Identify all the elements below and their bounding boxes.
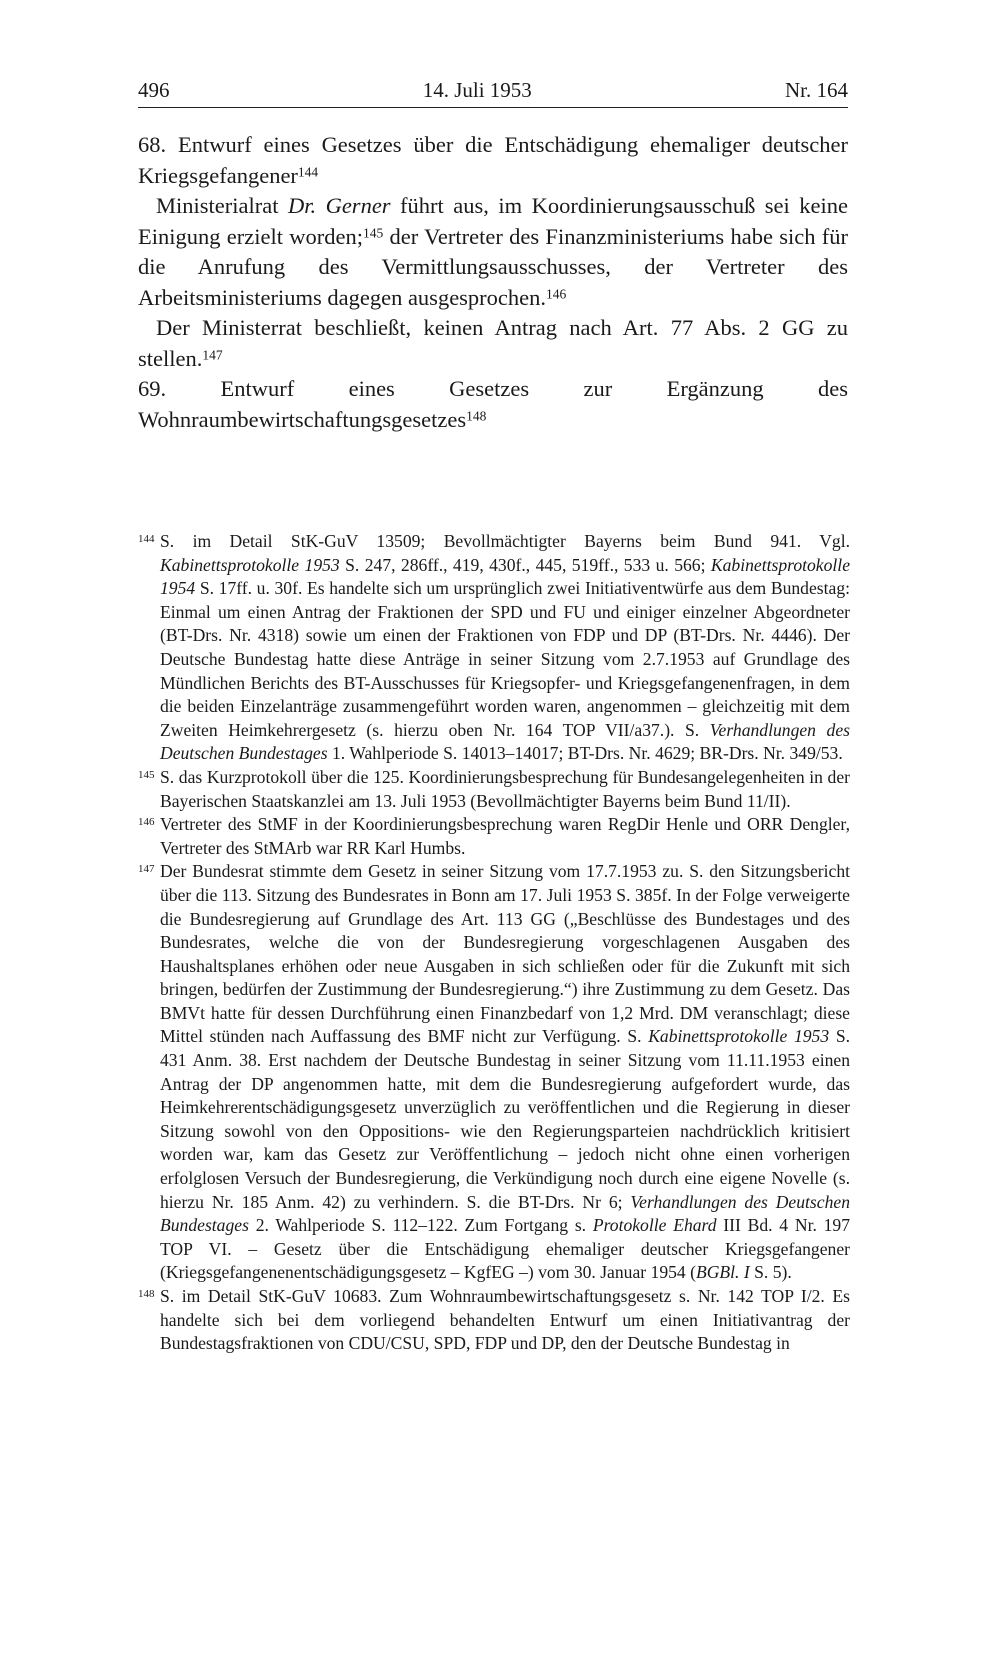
footnotes-section	[138, 530, 850, 1356]
running-header	[138, 78, 848, 108]
agenda-item-68: 68. Entwurf eines Gesetzes über die Entschädigung ehemaliger deutscher Kriegsgefangener$^{144}$	[138, 132, 848, 188]
footnote-148: 148 S. im Detail StK-GuV 10683. Zum Wohnraumbewirtschaftungsgesetz s. Nr. 142 TOP I/2. Es handelte sich bei dem vorliegend behandelten Entwurf um einen Initiativantrag der Bundestagsfraktionen von CDU/CSU, SPD, FDP und DP, den der Deutsche Bundestag in	[138, 1285, 850, 1356]
footnote-ref[interactable]: 148	[466, 407, 487, 423]
footnote-number: 147	[138, 863, 155, 876]
main-text	[138, 130, 848, 435]
footnote-145: 145 S. das Kurzprotokoll über die 125. Koordinierungsbesprechung für Bundesangelegenheiten in der Bayerischen Staatskanzlei am 13. Juli 1953 (Bevollmächtigter Bayerns beim Bund 11/II).	[138, 766, 850, 813]
footnote-ref[interactable]: 147	[202, 346, 223, 362]
page-number: 496	[138, 78, 170, 102]
paragraph-decision: Der Ministerrat beschließt, keinen Antrag nach Art. 77 Abs. 2 GG zu stellen.$^{147}$	[138, 315, 848, 371]
speaker-name: Dr. Gerner	[287, 193, 391, 218]
agenda-item-69: 69. Entwurf eines Gesetzes zur Ergänzung des Wohnraumbewirtschaftungsgesetzes$^{148}$	[138, 376, 848, 432]
paragraph-gerner: Ministerialrat Dr. Gerner führt aus, im Koordinierungsausschuß sei keine Einigung erzielt worden;$^{145}$ der Vertreter des Finanzministeriums habe sich für die Anrufung des Vermittlungsausschusses, der Vertreter des Arbeitsministeriums dagegen ausgesprochen.$^{146}$	[138, 193, 848, 310]
footnote-ref[interactable]: 145	[363, 224, 384, 240]
footnote-144: 144 S. im Detail StK-GuV 13509; Bevollmächtigter Bayerns beim Bund 941. Vgl. Kabinettsprotokolle 1953 S. 247, 286ff., 419, 430f., 445, 519ff., 533 u. 566; Kabinettsprotokolle 1954 S. 17ff. u. 30f. Es handelte sich um ursprünglich zwei Initiativentwürfe aus dem Bundestag: Einmal um einen Antrag der Fraktionen der SPD und FU und einiger einzelner Abgeordneter (BT-Drs. Nr. 4318) sowie um einen der Fraktionen von FDP und DP (BT-Drs. Nr. 4446). Der Deutsche Bundestag hatte diese Anträge in seiner Sitzung vom 2.7.1953 auf Grundlage des Mündlichen Berichts des BT-Ausschusses für Kriegsopfer- und Kriegsgefangenenfragen, in dem die beiden Einzelanträge zusammengeführt worden waren, angenommen – gleichzeitig mit dem Zweiten Heimkehrergesetz (s. hierzu oben Nr. 164 TOP VII/a37.). S. Verhandlungen des Deutschen Bundestages 1. Wahlperiode S. 14013–14017; BT-Drs. Nr. 4629; BR-Drs. Nr. 349/53.	[138, 530, 850, 766]
footnote-number: 145	[138, 768, 155, 781]
header-date: 14. Juli 1953	[422, 78, 532, 102]
footnote-number: 146	[138, 816, 155, 829]
footnote-ref[interactable]: 146	[546, 285, 567, 301]
footnote-number: 148	[138, 1288, 155, 1300]
document-page	[138, 78, 848, 435]
footnote-147: 147 Der Bundesrat stimmte dem Gesetz in seiner Sitzung vom 17.7.1953 zu. S. den Sitzungsbericht über die 113. Sitzung des Bundesrates in Bonn am 17. Juli 1953 S. 385f. In der Folge verweigerte die Bundesregierung auf Grundlage des Art. 113 GG („Beschlüsse des Bundestages und des Bundesrates, welche die von der Bundesregierung vorgeschlagenen Ausgaben des Haushaltsplanes erhöhen oder neue Ausgaben in sich schließen oder für die Zukunft mit sich bringen, bedürfen der Zustimmung der Bundesregierung.“) ihre Zustimmung zu dem Gesetz. Das BMVt hatte für dessen Durchführung einen Finanzbedarf von 1,2 Mrd. DM veranschlagt; diese Mittel stünden nach Auffassung des BMF nicht zur Verfügung. S. Kabinettsprotokolle 1953 S. 431 Anm. 38. Erst nachdem der Deutsche Bundestag in seiner Sitzung vom 11.11.1953 einen Antrag der DP angenommen hatte, mit dem die Bundesregierung aufgefordert wurde, das Heimkehrerentschädigungsgesetz unverzüglich zu veröffentlichen und die Regierung in dieser Sitzung sowohl von den Oppositions- wie den Regierungsparteien nachdrücklich kritisiert worden war, kam das Gesetz zur Veröffentlichung – jedoch nicht ohne einen vorherigen erfolglosen Versuch der Bundesregierung, die Verkündigung noch durch eine eigene Novelle (s. hierzu Nr. 185 Anm. 42) zu verhindern. S. die BT-Drs. Nr 6; Verhandlungen des Deutschen Bundestages 2. Wahlperiode S. 112–122. Zum Fortgang s. Protokolle Ehard III Bd. 4 Nr. 197 TOP VI. – Gesetz über die Entschädigung ehemaliger deutscher Kriegsgefangener (Kriegsgefangenenentschädigungsgesetz – KgfEG –) vom 30. Januar 1954 (BGBl. I S. 5).	[138, 860, 850, 1285]
protocol-number: Nr. 164	[785, 78, 848, 102]
footnote-146: 146 Vertreter des StMF in der Koordinierungsbesprechung waren RegDir Henle und ORR Dengler, Vertreter des StMArb war RR Karl Humbs.	[138, 813, 850, 860]
footnote-number: 144	[138, 533, 155, 545]
footnote-ref[interactable]: 144	[297, 163, 319, 179]
